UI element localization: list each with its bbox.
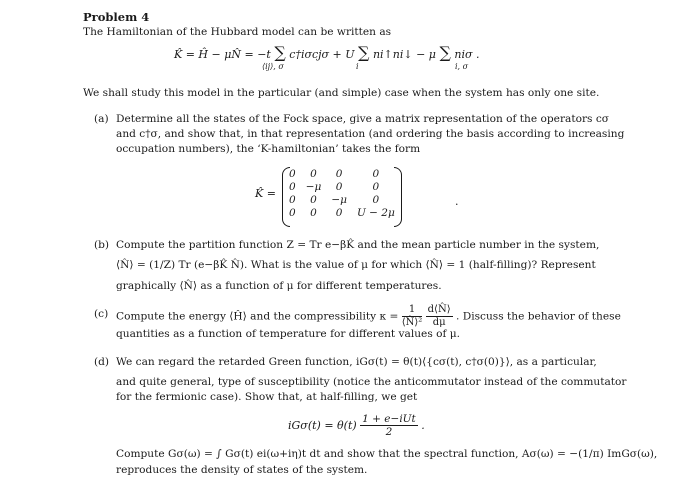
part-d-line-1: We can regard the retarded Green function, iGσ(t) = θ(t)⟨{cσ(t), c†σ(0)}⟩, as a particular, [116, 356, 597, 368]
matrix-cell: 0 [372, 180, 380, 193]
matrix-right-paren [394, 167, 402, 227]
green-eq-fraction [360, 413, 418, 438]
sum-symbol-interaction: ∑ [358, 43, 370, 62]
part-d-line-5: reproduces the density of states of the system. [116, 464, 368, 476]
compressibility-fraction-1 [402, 304, 423, 329]
matrix-row [284, 206, 400, 219]
green-function-equation [288, 413, 425, 438]
matrix-cell: −μ [305, 180, 322, 193]
green-eq-numerator: 1 + e−iUt [362, 413, 416, 425]
problem-title: Problem 4 [83, 10, 150, 24]
green-eq-end: . [421, 419, 425, 432]
study-text: We shall study this model in the particular (and simple) case when the system has only one site. [83, 87, 600, 99]
compressibility-fraction-2 [426, 304, 453, 329]
matrix-cell: 0 [289, 193, 296, 206]
matrix-row [284, 193, 400, 206]
intro-text: The Hamiltonian of the Hubbard model can be written as [83, 26, 392, 38]
part-b-label: (b) [94, 239, 110, 251]
sum-subscript-number: i, σ [455, 62, 469, 71]
matrix-cell: 0 [372, 167, 380, 180]
part-d-line-4: Compute Gσ(ω) = ∫ Gσ(t) ei(ω+iη)t dt and show that the spectral function, Aσ(ω) = −(1/π) ImGσ(ω), [116, 448, 658, 460]
matrix-cell: 0 [372, 193, 380, 206]
matrix-left-paren [282, 167, 290, 227]
part-d-label: (d) [94, 356, 110, 368]
matrix-cell: −μ [331, 193, 347, 206]
matrix-cell: 0 [310, 193, 317, 206]
hamiltonian-equation [174, 43, 479, 62]
matrix-lhs: K̂ = [255, 187, 276, 200]
part-a-line-3: occupation numbers), the ‘K-hamiltonian’ takes the form [116, 143, 421, 155]
matrix-cell: 0 [289, 206, 296, 219]
part-b-line-3: graphically ⟨N̂⟩ as a function of μ for different temperatures. [116, 280, 442, 292]
matrix-end: . [455, 195, 459, 208]
part-c-text-b: . Discuss the behavior of these [456, 310, 621, 323]
matrix-cell: U − 2μ [356, 206, 395, 219]
fraction-2-denominator: dμ [432, 317, 446, 328]
hamiltonian-lhs: K̂ = Ĥ − μN̂ = −t [174, 48, 271, 61]
matrix-row [284, 180, 400, 193]
sum-subscript-interaction: i [356, 62, 359, 71]
part-c-text-a: Compute the energy ⟨Ĥ⟩ and the compressibility κ = [116, 310, 399, 323]
hopping-term: c†iσcjσ + U [289, 48, 355, 61]
part-a-label: (a) [94, 113, 109, 125]
interaction-term: ni↑ni↓ − μ [372, 48, 436, 61]
part-c-label: (c) [94, 308, 109, 320]
part-b-line-1: Compute the partition function Z = Tr e−βK̂ and the mean particle number in the system, [116, 239, 600, 251]
part-d-line-3: for the fermionic case). Show that, at half-filling, we get [116, 391, 418, 403]
part-a-line-2: and c†σ, and show that, in that representation (and ordering the basis according to increasing [116, 128, 625, 140]
part-c-line-1 [116, 304, 621, 329]
green-eq-denominator: 2 [385, 426, 393, 438]
matrix-cell: 0 [335, 180, 343, 193]
fraction-2-numerator: d⟨N̂⟩ [427, 304, 451, 315]
green-eq-lhs: iGσ(t) = θ(t) [288, 419, 357, 432]
part-a-line-1: Determine all the states of the Fock space, give a matrix representation of the operators cσ [116, 113, 609, 125]
fraction-1-denominator: ⟨N̂⟩² [401, 317, 423, 328]
matrix-cell: 0 [310, 206, 317, 219]
matrix-table [284, 167, 400, 219]
matrix-cell: 0 [289, 167, 296, 180]
sum-symbol-hopping: ∑ [274, 43, 286, 62]
fraction-1-numerator: 1 [402, 304, 423, 317]
part-d-line-2: and quite general, type of susceptibility (notice the anticommutator instead of the commutator [116, 376, 627, 388]
matrix-row [284, 167, 400, 180]
part-c-line-2: quantities as a function of temperature for different values of μ. [116, 328, 461, 340]
sum-subscript-hopping: ⟨ij⟩, σ [262, 62, 284, 71]
matrix-cell: 0 [289, 180, 296, 193]
number-term: niσ . [454, 48, 480, 61]
matrix-cell: 0 [335, 167, 343, 180]
matrix-cell: 0 [310, 167, 317, 180]
k-matrix [284, 167, 400, 225]
matrix-cell: 0 [335, 206, 343, 219]
part-b-line-2: ⟨N̂⟩ = (1/Z) Tr (e−βK̂ N̂). What is the value of μ for which ⟨N̂⟩ = 1 (half-filling)? Represent [116, 259, 596, 271]
sum-symbol-number: ∑ [439, 43, 451, 62]
